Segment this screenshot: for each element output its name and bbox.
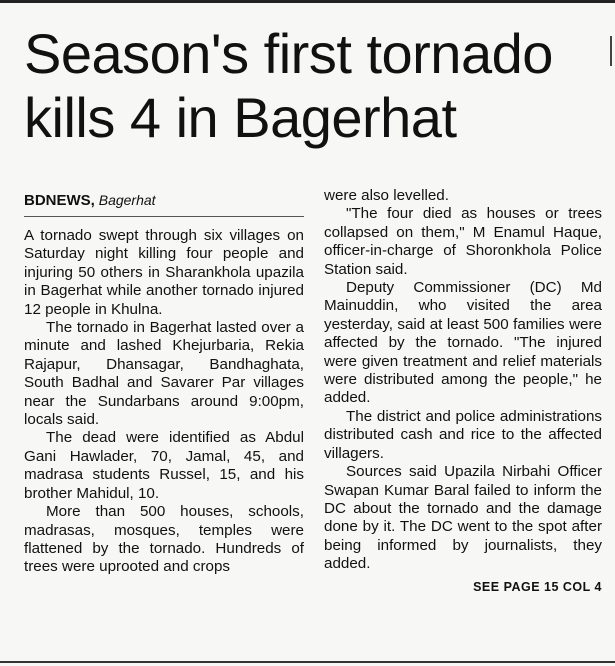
paragraph: A tornado swept through six villages on Saturday night killing four people and injuring 50 others in Sharankhola upazila in Bagerhat while another tornado injured 12 people in Khulna. (24, 227, 304, 318)
byline-place: Bagerhat (98, 192, 156, 208)
bottom-rule (0, 661, 615, 663)
byline-rule (24, 216, 304, 217)
paragraph: The tornado in Bagerhat lasted over a minute and lashed Khejurbaria, Rekia Rajapur, Dhansagar, Bandhaghata, South Badhal and Savarer Par villages near the Sundarbans around 9:00pm, locals said. (24, 319, 304, 429)
byline (24, 191, 156, 210)
paragraph: Deputy Commissioner (DC) Md Mainuddin, who visited the area yesterday, said at least 500 families were affected by the tornado. "The injured were given treatment and relief materials were distributed among the people," he added. (324, 279, 602, 407)
byline-agency: BDNEWS, (24, 192, 95, 209)
paragraph: More than 500 houses, schools, madrasas, mosques, temples were flattened by the tornado. Hundreds of trees were uprooted and crops (24, 503, 304, 576)
continuation-note: SEE PAGE 15 COL 4 (473, 579, 602, 594)
right-edge-mark (610, 36, 612, 66)
paragraph: The district and police administrations distributed cash and rice to the affected villagers. (324, 407, 602, 462)
headline: Season's first tornado kills 4 in Bagerhat (24, 22, 553, 149)
article-column-1 (24, 227, 304, 577)
paragraph: The dead were identified as Abdul Gani Hawlader, 70, Jamal, 45, and madrasa students Russel, 15, and his brother Mahidul, 10. (24, 429, 304, 502)
paragraph: Sources said Upazila Nirbahi Officer Swapan Kumar Baral failed to inform the DC about the tornado and the damage done by it. The DC went to the spot after being informed by journalists, they added. (324, 463, 602, 573)
paragraph: were also levelled. (324, 187, 449, 204)
paragraph: "The four died as houses or trees collapsed on them," M Enamul Haque, officer-in-charge of Shoronkhola Police Station said. (324, 205, 602, 278)
article-column-2 (324, 187, 602, 596)
top-rule (0, 0, 615, 3)
